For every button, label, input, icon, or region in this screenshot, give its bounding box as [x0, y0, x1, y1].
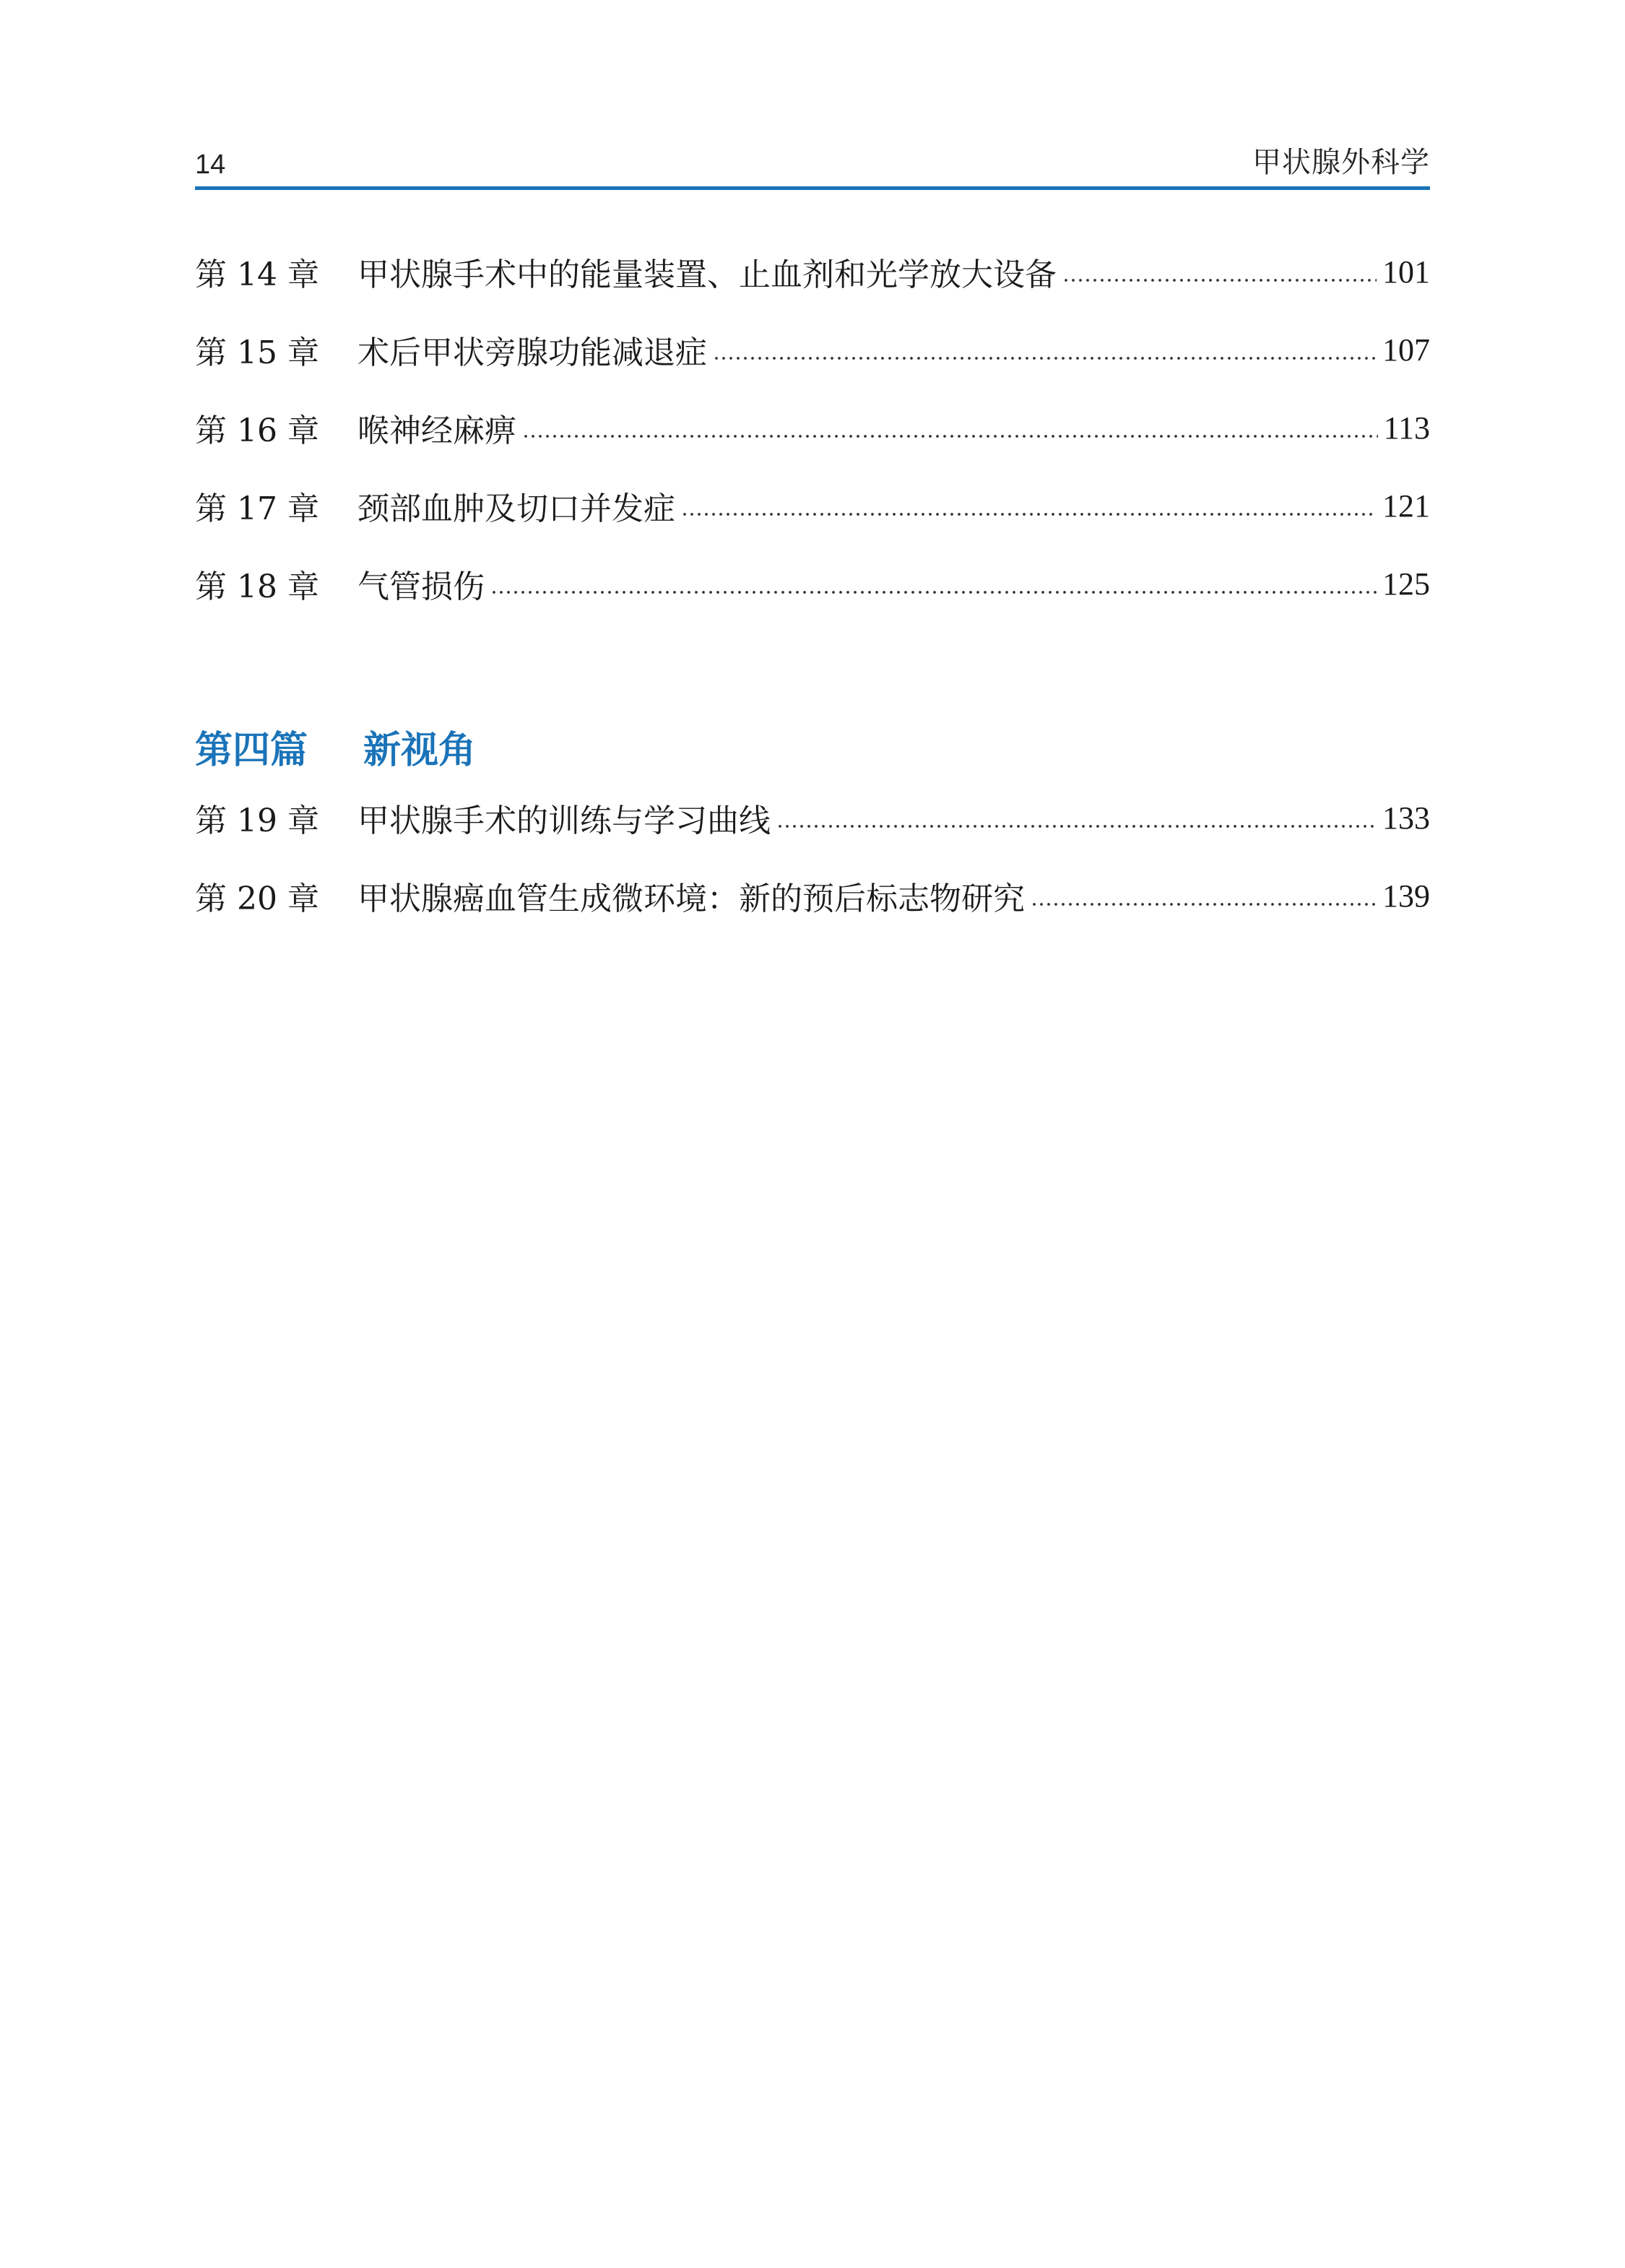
chapter-title: 喉神经麻痹: [358, 412, 516, 449]
toc-entry[interactable]: [195, 321, 1430, 378]
chapter-number: 第 14 章: [195, 256, 319, 293]
chapter-title: 颈部血肿及切口并发症: [358, 490, 675, 527]
chapter-number: 第 18 章: [195, 568, 319, 605]
toc-entry[interactable]: [195, 555, 1430, 613]
toc-entry[interactable]: [195, 867, 1430, 925]
page-ref: 133: [1382, 800, 1430, 836]
chapter-number: 第 16 章: [195, 412, 319, 449]
toc-entry[interactable]: [195, 789, 1430, 847]
page-ref: 125: [1382, 566, 1430, 602]
dot-leader: [681, 511, 1377, 518]
chapter-title: 甲状腺手术中的能量装置、止血剂和光学放大设备: [358, 256, 1057, 293]
book-title: 甲状腺外科学: [1252, 146, 1430, 179]
dot-leader: [522, 433, 1378, 440]
chapter-title: 甲状腺癌血管生成微环境：新的预后标志物研究: [358, 880, 1025, 917]
page-ref: 101: [1382, 254, 1430, 290]
toc-entry[interactable]: [195, 243, 1430, 300]
part-label: 第四篇: [195, 728, 308, 772]
running-header: [195, 142, 1430, 190]
part-heading[interactable]: [195, 714, 476, 779]
page-ref: 107: [1382, 332, 1430, 368]
chapter-number: 第 19 章: [195, 802, 319, 839]
dot-leader: [490, 589, 1377, 596]
dot-leader: [1031, 901, 1377, 908]
chapter-number: 第 17 章: [195, 490, 319, 527]
chapter-title: 甲状腺手术的训练与学习曲线: [358, 802, 771, 839]
chapter-number: 第 20 章: [195, 880, 319, 917]
dot-leader: [713, 355, 1377, 362]
chapter-number: 第 15 章: [195, 334, 319, 371]
page-ref: 113: [1383, 410, 1430, 446]
page-ref: 121: [1382, 488, 1430, 524]
toc-entry[interactable]: [195, 477, 1430, 534]
dot-leader: [1062, 277, 1377, 284]
chapter-title: 术后甲状旁腺功能减退症: [358, 334, 707, 371]
page-ref: 139: [1382, 878, 1430, 914]
dot-leader: [776, 823, 1377, 830]
chapter-title: 气管损伤: [358, 568, 485, 605]
page-number: 14: [195, 150, 226, 180]
toc-entry[interactable]: [195, 399, 1430, 456]
part-title: 新视角: [363, 728, 477, 772]
